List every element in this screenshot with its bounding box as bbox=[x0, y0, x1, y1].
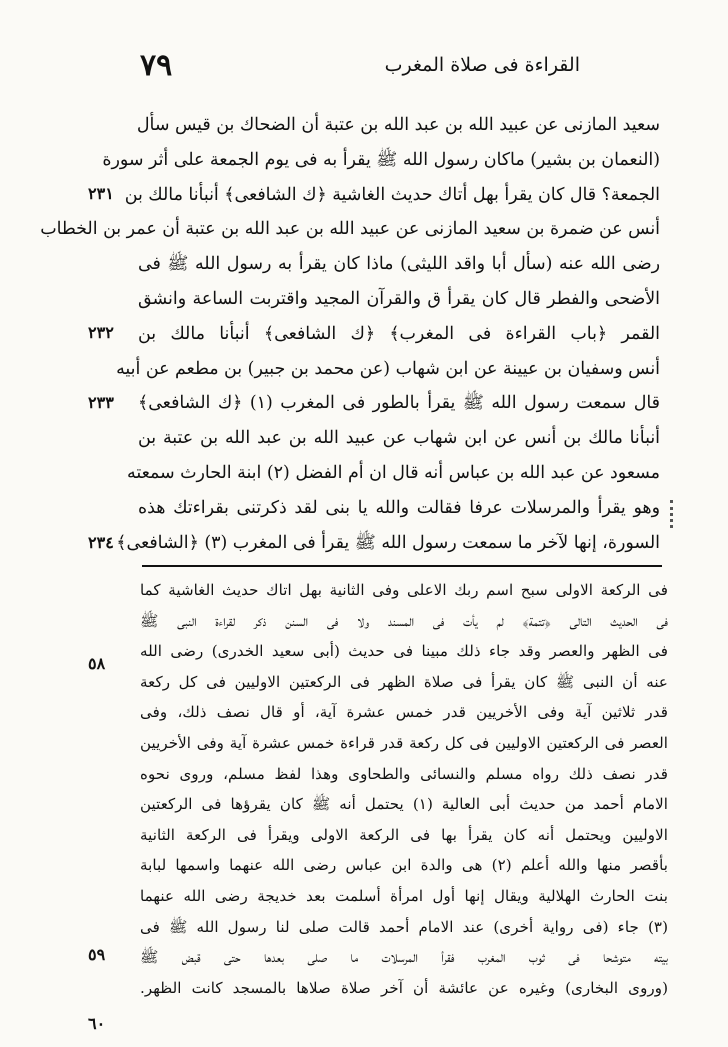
ink-mark bbox=[670, 500, 681, 528]
main-line: مسعود عن عبد الله بن عباس أنه قال ان أم الفضل (٢) ابنة الحارث سمعته bbox=[127, 462, 660, 483]
note-line: الامام أحمد من حديث أبى العالية (١) يحتمل أنه ﷺ كان يقرؤها فى الركعتين bbox=[140, 795, 668, 814]
main-line: الجمعة؟ قال كان يقرأ بهل أتاك حديث الغاشية ﴿ك الشافعى﴾ أنبأنا مالك بن bbox=[124, 184, 660, 205]
main-line: السورة، إنها لآخر ما سمعت رسول الله ﷺ يقرأ فى المغرب (٣) ﴿الشافعى﴾ bbox=[116, 532, 660, 553]
hadith-number: ٢٣٢ bbox=[88, 323, 114, 342]
main-line: قال سمعت رسول الله ﷺ يقرأ بالطور فى المغرب (١) ﴿ك الشافعى﴾ bbox=[138, 393, 660, 414]
note-line: فى الظهر والعصر وقد جاء ذلك مبينا فى حديث (أبى سعيد الخدرى) رضى الله bbox=[140, 642, 668, 661]
hadith-number: ٢٣٤ bbox=[88, 533, 114, 552]
note-number: ٥٩ bbox=[88, 945, 106, 964]
main-line: وهو يقرأ والمرسلات عرفا فقالت والله يا بنى لقد ذكرتنى بقراءتك هذه bbox=[138, 497, 660, 518]
main-line: سعيد المازنى عن عبيد الله بن عبد الله بن عتبة أن الضحاك بن قيس سأل bbox=[136, 115, 660, 135]
note-line: بنت الحارث الهلالية ويقال إنها أول امرأة أسلمت بعد خديجة رضى الله عنهما bbox=[140, 886, 668, 905]
chapter-title: القراءة فى صلاة المغرب bbox=[384, 54, 580, 76]
note-line: فى الحديث التالى ﴿تتمة﴾ لم يأت فى المسند ولا فى السنن ذكر لقراءة النبى ﷺ bbox=[140, 611, 668, 630]
note-number: ٥٨ bbox=[88, 654, 106, 673]
note-line: فى الركعة الاولى سبح اسم ربك الاعلى وفى الثانية بهل اتاك حديث الغاشية كما bbox=[140, 581, 668, 599]
footnote-divider bbox=[142, 565, 662, 567]
footnotes-block bbox=[140, 575, 668, 1003]
main-line: (النعمان بن بشير) ماكان رسول الله ﷺ يقرأ به فى يوم الجمعة على أثر سورة bbox=[102, 149, 660, 170]
main-line: رضى الله عنه (سأل أبا واقد الليثى) ماذا كان يقرأ به رسول الله ﷺ فى bbox=[138, 254, 660, 275]
note-line: قدر نصف ذلك رواه مسلم والنسائى والطحاوى وهذا لفظ مسلم، وروى نحوه bbox=[140, 764, 668, 783]
main-line: القمر ﴿باب القراءة فى المغرب﴾ ﴿ك الشافعى﴾ أنبأنا مالك بن bbox=[138, 323, 660, 344]
note-line: (٣) جاء (فى رواية أخرى) عند الامام أحمد قالت صلى لنا رسول الله ﷺ فى bbox=[140, 917, 668, 936]
note-line: قدر ثلاثين آية وفى الأخريين قدر خمس عشرة آية، أو قال نصف ذلك، وفى bbox=[140, 703, 668, 722]
main-line: الأضحى والفطر قال كان يقرأ ق والقرآن المجيد واقتربت الساعة وانشق bbox=[138, 288, 660, 309]
note-line: (وروى البخارى) وغيره عن عائشة أن آخر صلاة صلاها بالمسجد كانت الظهر. bbox=[140, 978, 668, 997]
note-line: عنه أن النبى ﷺ كان يقرأ فى صلاة الظهر فى الركعتين الاوليين فى كل ركعة bbox=[140, 672, 668, 691]
page-header bbox=[140, 48, 610, 88]
note-line: الاوليين ويحتمل أنه كان يقرأ بها فى الركعة الاولى ويقرأ فى الركعة الثانية bbox=[140, 825, 668, 844]
note-line: بأقصر منها والله أعلم (٢) هى والدة ابن عباس رضى الله عنهما واسمها لبابة bbox=[140, 856, 669, 875]
main-line: أنس وسفيان بن عيينة عن ابن شهاب (عن محمد بن جبير) بن مطعم عن أبيه bbox=[116, 358, 660, 379]
main-line: أنس عن ضمرة بن سعيد المازنى عن عبيد الله بن عبد الله بن عتبة أن عمر بن الخطاب bbox=[40, 219, 660, 240]
hadith-number: ٢٣٣ bbox=[88, 393, 114, 412]
hadith-number: ٢٣١ bbox=[88, 184, 114, 203]
note-number: ٦٠ bbox=[88, 1014, 106, 1033]
main-line: أنبأنا مالك بن أنس عن ابن شهاب عن عبيد الله بن عبد الله بن عتبة بن bbox=[138, 428, 660, 449]
note-line: بيته متوشحا فى ثوب المغرب فقرأ المرسلات ما صلى بعدها حتى قبض ﷺ bbox=[140, 948, 668, 967]
page-number: ٧٩ bbox=[140, 48, 173, 83]
note-line: العصر فى الركعتين الاوليين فى كل ركعة قدر قراءة خمس عشرة آية وفى الأخريين bbox=[140, 733, 668, 752]
